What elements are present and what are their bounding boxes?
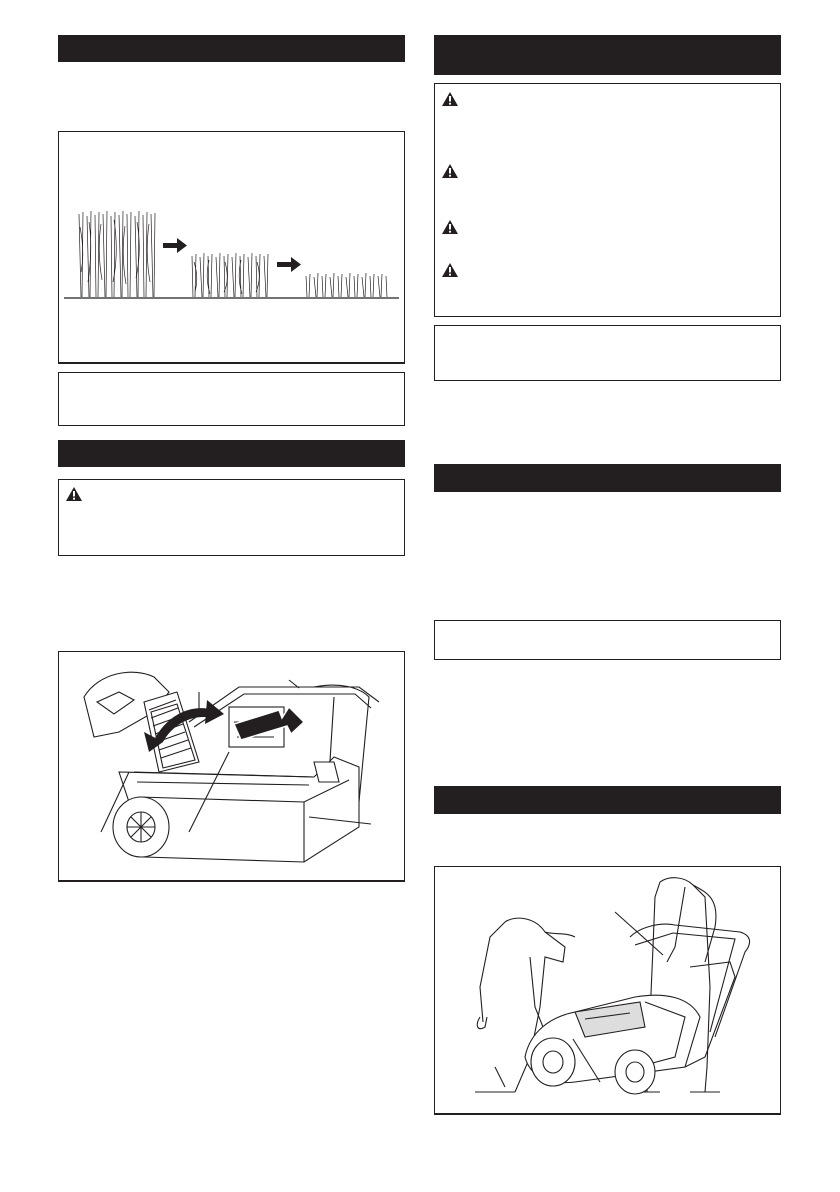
tall-grass-patch bbox=[79, 211, 155, 297]
warning-triangle-icon bbox=[442, 220, 458, 234]
warning-triangle-icon bbox=[442, 263, 458, 277]
note-box-left-1 bbox=[58, 372, 405, 426]
warning-box-left bbox=[58, 479, 405, 556]
section-header-bar-mulching bbox=[434, 35, 781, 75]
grass-height-illustration-box bbox=[58, 131, 405, 364]
note-box-right-1 bbox=[434, 325, 781, 381]
arrow-right-icon bbox=[277, 257, 301, 272]
two-persons-carrying-mower-illustration bbox=[435, 867, 780, 1113]
section-header-bar-grass-cutting bbox=[58, 35, 405, 62]
grass-bag-illustration bbox=[59, 652, 404, 880]
warning-triangle-icon bbox=[66, 487, 82, 501]
grass-height-illustration bbox=[59, 132, 404, 362]
section-header-bar-adjusting bbox=[434, 464, 781, 492]
section-header-bar-carrying bbox=[434, 786, 781, 814]
warning-triangle-icon bbox=[442, 92, 458, 106]
warning-box-right bbox=[434, 83, 781, 317]
warning-triangle-icon bbox=[442, 164, 458, 178]
short-grass-patch bbox=[306, 273, 387, 297]
arrow-right-icon bbox=[163, 238, 187, 253]
grass-bag-figure bbox=[58, 651, 405, 882]
carrying-mower-figure bbox=[434, 866, 781, 1115]
note-box-right-2 bbox=[434, 620, 781, 660]
section-header-bar-grass-bag bbox=[58, 440, 405, 467]
medium-grass-patch bbox=[192, 253, 268, 297]
